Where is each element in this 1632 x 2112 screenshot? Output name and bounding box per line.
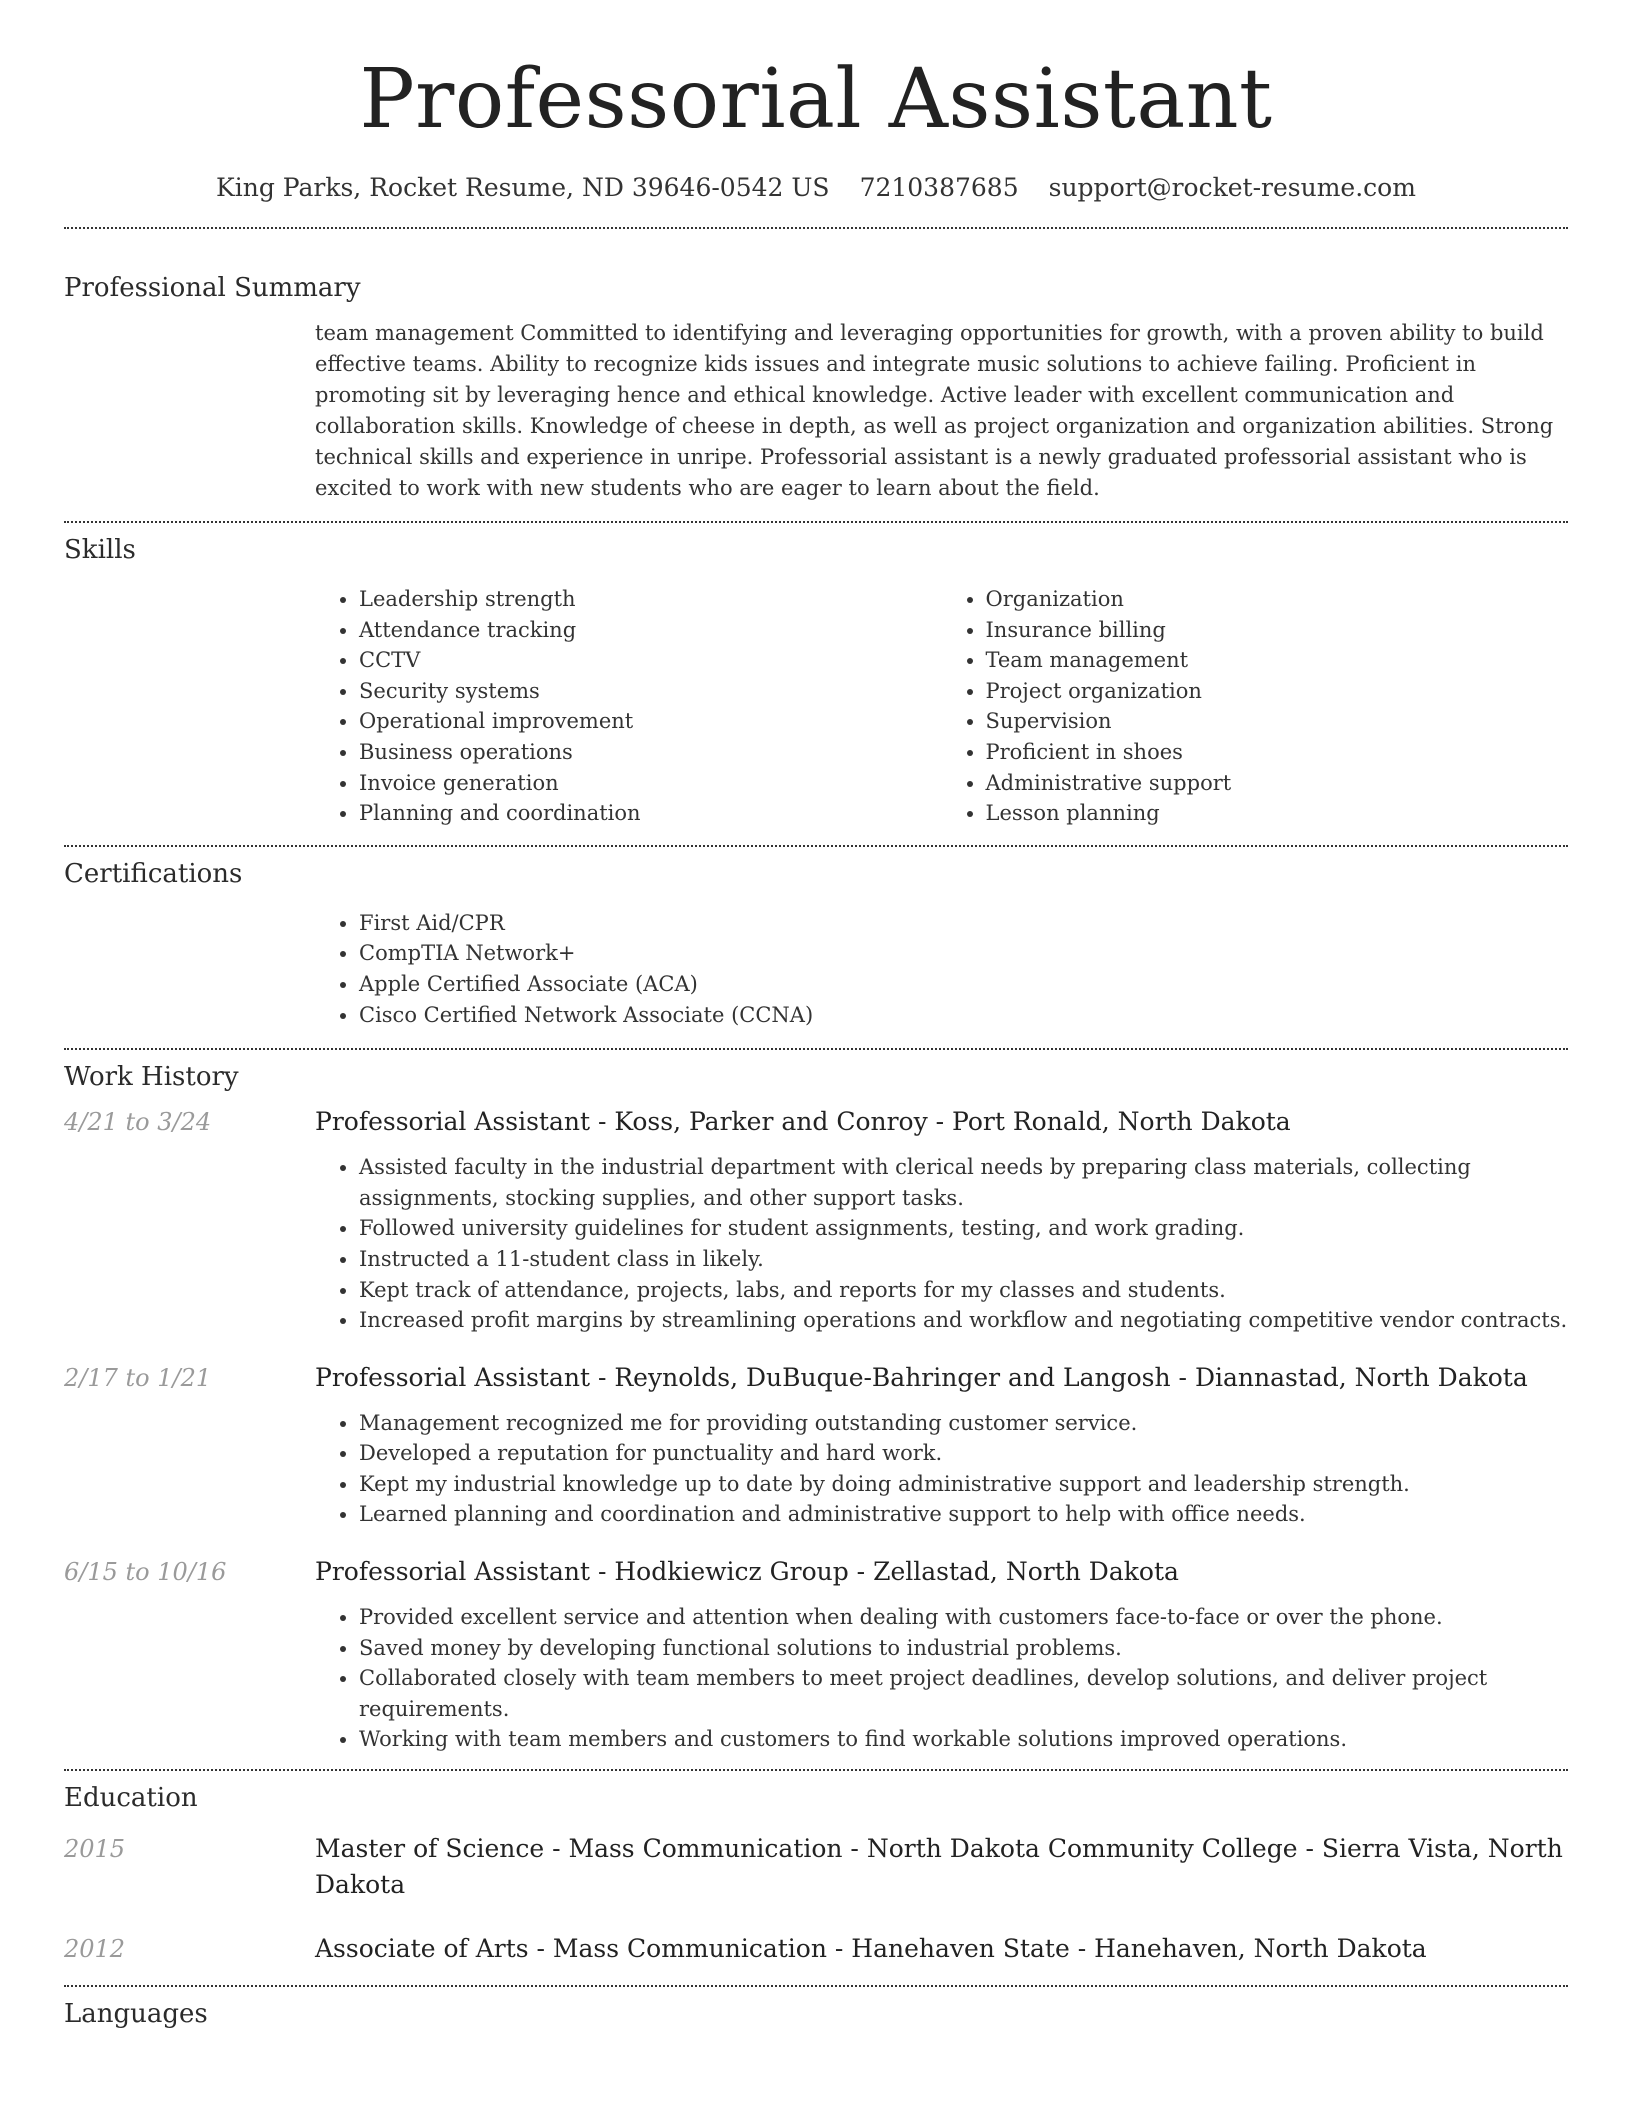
skill-item: • Administrative support xyxy=(986,768,1569,799)
skill-item: • Supervision xyxy=(986,706,1569,737)
work-history-list xyxy=(64,1104,1568,1755)
skill-item: • Insurance billing xyxy=(986,615,1569,646)
skill-item: • Organization xyxy=(986,584,1569,615)
job-bullet: • Learned planning and coordination and administrative support to help with office needs. xyxy=(359,1499,1568,1530)
certification-item: • Cisco Certified Network Associate (CCNA) xyxy=(359,1000,1568,1031)
contact-line xyxy=(64,168,1568,208)
job-heading: Professorial Assistant - Hodkiewicz Group - Zellastad, North Dakota xyxy=(315,1557,1179,1587)
contact-email: support@rocket-resume.com xyxy=(1048,173,1416,202)
education-heading: Master of Science - Mass Communication - North Dakota Community College - Sierra Vista, North Dakota xyxy=(315,1834,1563,1900)
job-bullet: • Increased profit margins by streamlining operations and workflow and negotiating competitive vendor contracts. xyxy=(359,1305,1568,1336)
skills-list-right xyxy=(942,584,1569,829)
education-title: Education xyxy=(64,1783,198,1814)
summary-text: team management Committed to identifying and leveraging opportunities for growth, with a proven ability to build effective teams. Ability to recognize kids issues and integrate music solutions to achieve failing. Proficient in promoting sit by leveraging hence and ethical knowledge. Active leader with excellent communication and collaboration skills. Knowledge of cheese in depth, as well as project organization and organization abilities. Strong technical skills and experience in unripe. Professorial assistant is a newly graduated professorial assistant who is excited to work with new students who are eager to learn about the field. xyxy=(315,321,1554,500)
job-bullet: • Kept my industrial knowledge up to date by doing administrative support and leadership strength. xyxy=(359,1469,1568,1500)
job-bullets xyxy=(315,1408,1568,1530)
job-bullet: • Developed a reputation for punctuality and hard work. xyxy=(359,1438,1568,1469)
skill-item: • Attendance tracking xyxy=(359,615,942,646)
education-list xyxy=(64,1831,1568,1967)
job-heading: Professorial Assistant - Koss, Parker and Conroy - Port Ronald, North Dakota xyxy=(315,1107,1291,1137)
job-entry xyxy=(64,1360,1568,1530)
job-bullets xyxy=(315,1602,1568,1755)
summary-title: Professional Summary xyxy=(64,273,361,303)
contact-phone: 7210387685 xyxy=(859,173,1019,202)
certification-item: • Apple Certified Associate (ACA) xyxy=(359,969,1568,1000)
job-heading: Professorial Assistant - Reynolds, DuBuque-Bahringer and Langosh - Diannastad, North Dakota xyxy=(315,1362,1528,1392)
skills-grid xyxy=(315,584,1568,829)
skill-item: • Business operations xyxy=(359,737,942,768)
skill-item: • Security systems xyxy=(359,676,942,707)
certifications-list xyxy=(315,908,1568,1030)
job-bullet: • Kept track of attendance, projects, labs, and reports for my classes and students. xyxy=(359,1275,1568,1306)
skills-list-left xyxy=(315,584,942,829)
skill-item: • Project organization xyxy=(986,676,1569,707)
resume-page xyxy=(64,0,1568,2031)
education-heading: Associate of Arts - Mass Communication - Hanehaven State - Hanehaven, North Dakota xyxy=(315,1934,1427,1964)
education-year: 2012 xyxy=(64,1935,126,1964)
skill-item: • Planning and coordination xyxy=(359,798,942,829)
job-bullet: • Followed university guidelines for student assignments, testing, and work grading. xyxy=(359,1213,1568,1244)
job-entry xyxy=(64,1104,1568,1336)
job-details xyxy=(315,1104,1568,1336)
education-details xyxy=(315,1831,1568,1903)
section-divider xyxy=(64,521,1568,523)
certifications-title: Certifications xyxy=(64,858,243,889)
education-entry xyxy=(64,1831,1568,1903)
certification-item: • CompTIA Network+ xyxy=(359,938,1568,969)
skill-item: • Lesson planning xyxy=(986,798,1569,829)
work-history-title: Work History xyxy=(64,1062,239,1093)
job-bullet: • Collaborated closely with team members to meet project deadlines, develop solutions, and deliver project requirements. xyxy=(359,1663,1568,1724)
certification-item: • First Aid/CPR xyxy=(359,908,1568,939)
job-bullet: • Management recognized me for providing outstanding customer service. xyxy=(359,1408,1568,1439)
job-dates: 4/21 to 3/24 xyxy=(64,1108,212,1137)
skill-item: • Operational improvement xyxy=(359,706,942,737)
skill-item: • Proficient in shoes xyxy=(986,737,1569,768)
contact-address: King Parks, Rocket Resume, ND 39646-0542 US xyxy=(216,173,830,202)
job-details xyxy=(315,1554,1568,1755)
education-entry xyxy=(64,1931,1568,1967)
job-dates: 6/15 to 10/16 xyxy=(64,1558,227,1587)
job-bullet: • Assisted faculty in the industrial department with clerical needs by preparing class materials, collecting assignments, stocking supplies, and other support tasks. xyxy=(359,1152,1568,1213)
resume-name: Professorial Assistant xyxy=(359,52,1273,147)
education-year: 2015 xyxy=(64,1835,126,1864)
section-divider xyxy=(64,1048,1568,1050)
job-bullet: • Working with team members and customers to find workable solutions improved operations. xyxy=(359,1724,1568,1755)
job-bullet: • Provided excellent service and attention when dealing with customers face-to-face or over the phone. xyxy=(359,1602,1568,1633)
job-entry xyxy=(64,1554,1568,1755)
languages-title: Languages xyxy=(64,1999,208,2030)
certifications-block xyxy=(315,908,1568,1030)
section-divider xyxy=(64,227,1568,229)
skill-item: • Leadership strength xyxy=(359,584,942,615)
job-bullet: • Saved money by developing functional solutions to industrial problems. xyxy=(359,1633,1568,1664)
job-bullets xyxy=(315,1152,1568,1336)
job-dates: 2/17 to 1/21 xyxy=(64,1363,212,1392)
skill-item: • CCTV xyxy=(359,645,942,676)
job-details xyxy=(315,1360,1568,1530)
skill-item: • Team management xyxy=(986,645,1569,676)
job-bullet: • Instructed a 11-student class in likely. xyxy=(359,1244,1568,1275)
section-divider xyxy=(64,1769,1568,1771)
section-divider xyxy=(64,845,1568,847)
skill-item: • Invoice generation xyxy=(359,768,942,799)
skills-title: Skills xyxy=(64,535,136,565)
education-details xyxy=(315,1931,1568,1967)
section-divider xyxy=(64,1985,1568,1987)
